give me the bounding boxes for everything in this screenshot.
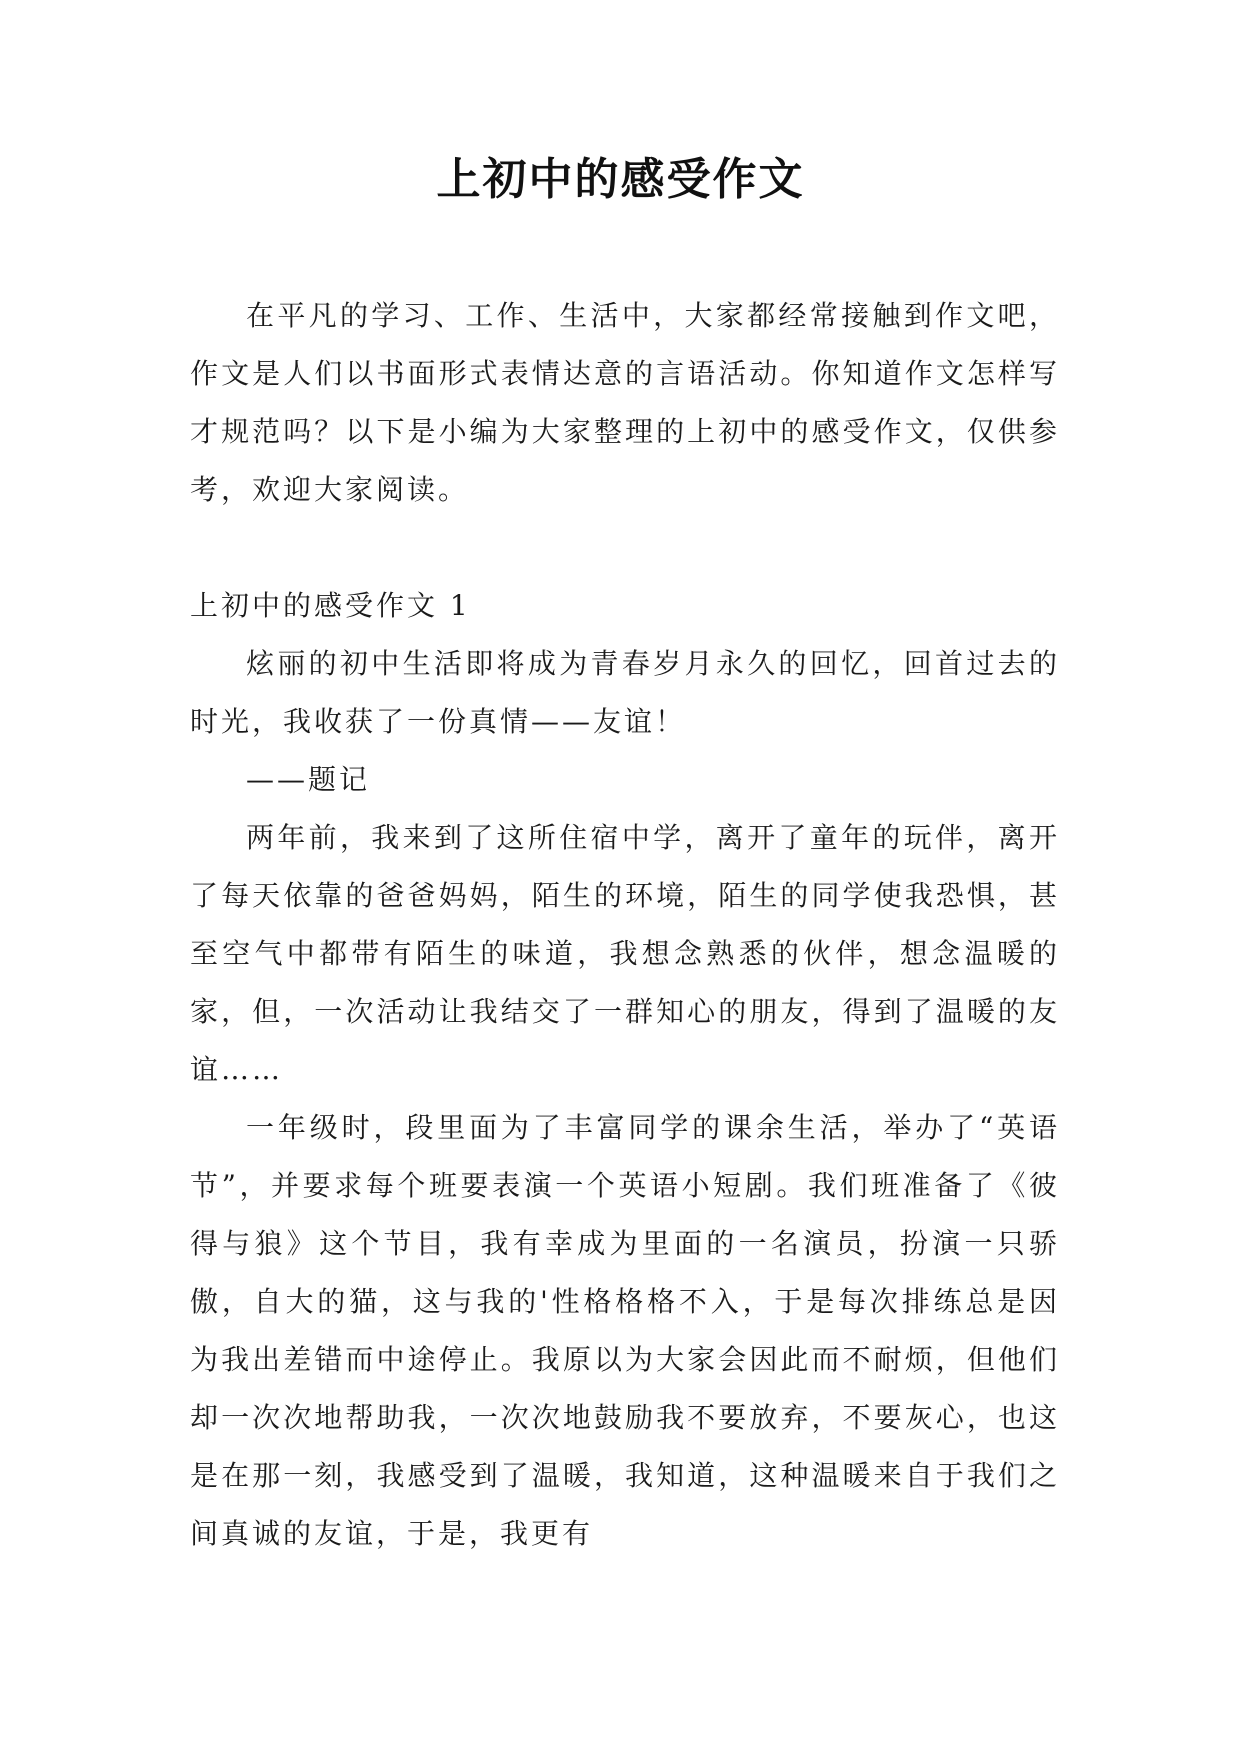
essay-block (190, 577, 1060, 1563)
section-heading: 上初中的感受作文 1 (190, 589, 471, 622)
body-paragraph-2: 一年级时，段里面为了丰富同学的课余生活，举办了“英语节”，并要求每个班要表演一个英语小短剧。我们班准备了《彼得与狼》这个节目，我有幸成为里面的一名演员，扮演一只骄傲，自大的猫，这与我的'性格格格不入，于是每次排练总是因为我出差错而中途停止。我原以为大家会因此而不耐烦，但他们却一次次地帮助我，一次次地鼓励我不要放弃，不要灰心，也这是在那一刻，我感受到了温暖，我知道，这种温暖来自于我们之间真诚的友谊，于是，我更有 (190, 1111, 1060, 1550)
epigraph-byline: ——题记 (246, 763, 371, 796)
document-title: 上初中的感受作文 (436, 154, 805, 205)
intro-paragraph: 在平凡的学习、工作、生活中，大家都经常接触到作文吧，作文是人们以书面形式表情达意的言语活动。你知道作文怎样写才规范吗？以下是小编为大家整理的上初中的感受作文，仅供参考，欢迎大家阅读。 (190, 299, 1060, 506)
intro-block (190, 287, 1060, 519)
epigraph-paragraph: 炫丽的初中生活即将成为青春岁月永久的回忆，回首过去的时光，我收获了一份真情——友谊！ (190, 647, 1060, 738)
body-paragraph-1: 两年前，我来到了这所住宿中学，离开了童年的玩伴，离开了每天依靠的爸爸妈妈，陌生的环境，陌生的同学使我恐惧，甚至空气中都带有陌生的味道，我想念熟悉的伙伴，想念温暖的家，但，一次活动让我结交了一群知心的朋友，得到了温暖的友谊…… (190, 821, 1060, 1086)
